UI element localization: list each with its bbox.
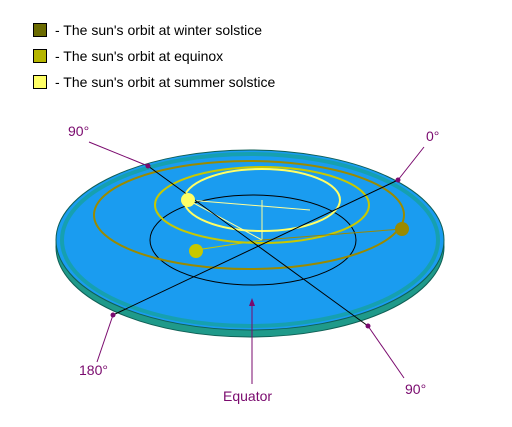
label-0: 0° [426, 128, 440, 144]
dot-90-bottom [366, 324, 371, 329]
summer-sun [181, 193, 195, 207]
winter-sun [395, 222, 409, 236]
axis-ext-180 [97, 315, 113, 362]
label-90-top: 90° [68, 123, 90, 139]
axis-ext-90-top [89, 142, 148, 166]
axis-ext-0 [398, 147, 424, 180]
legend-label-equinox: - The sun's orbit at equinox [55, 48, 224, 64]
axis-ext-90-bottom [368, 326, 404, 378]
dot-180 [111, 313, 116, 318]
legend-label-winter: - The sun's orbit at winter solstice [55, 22, 263, 38]
label-180: 180° [79, 362, 108, 378]
label-90-bottom: 90° [405, 381, 427, 397]
dot-0 [396, 178, 401, 183]
legend-label-summer: - The sun's orbit at summer solstice [55, 74, 276, 90]
dot-90-top [146, 164, 151, 169]
label-equator: Equator [223, 388, 273, 404]
equinox-sun [189, 244, 203, 258]
